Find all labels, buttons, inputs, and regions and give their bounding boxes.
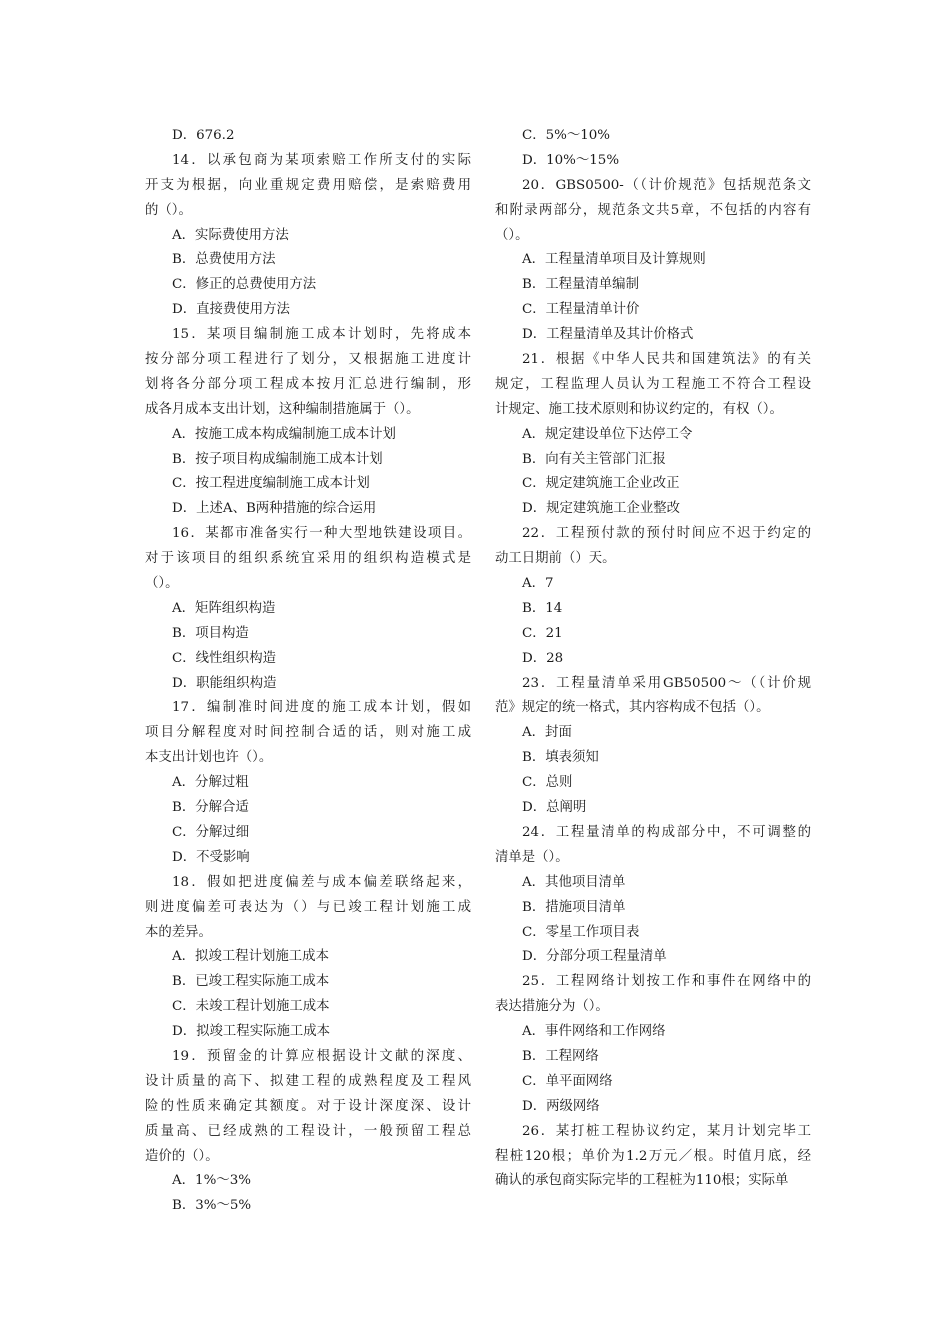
question-text-continued: 开支为根据，向业重规定费用赔偿，是索赔费用 — [145, 177, 471, 193]
question-text-continued: 本的差异。 — [145, 924, 212, 940]
option-text: C．修正的总费使用方法 — [172, 277, 317, 293]
right-column — [495, 124, 811, 1194]
question-text-continued: 成各月成本支出计划，这种编制措施属于（）。 — [145, 401, 420, 417]
answer-option — [495, 298, 811, 323]
answer-option — [145, 821, 471, 846]
question-text: 18．假如把进度偏差与成本偏差联络起来， — [172, 874, 471, 890]
option-text: B．填表须知 — [522, 750, 599, 766]
option-text: B．总费使用方法 — [172, 252, 276, 268]
answer-option — [495, 896, 811, 921]
option-text: C．按工程进度编制施工成本计划 — [172, 476, 370, 492]
option-text: B．工程网络 — [522, 1048, 599, 1064]
answer-option — [145, 970, 471, 995]
question-text: 14．以承包商为某项索赔工作所支付的实际 — [172, 152, 471, 168]
answer-option — [145, 597, 471, 622]
option-text: D．职能组织构造 — [172, 675, 277, 691]
question-text: 16．某都市准备实行一种大型地铁建设项目。 — [172, 526, 471, 542]
answer-option — [145, 846, 471, 871]
question-block — [495, 970, 811, 1020]
option-text: B．措施项目清单 — [522, 899, 626, 915]
answer-option — [145, 423, 471, 448]
answer-option — [495, 1070, 811, 1095]
option-text: D．两级网络 — [522, 1098, 600, 1114]
question-text-continued: 本支出计划也许（）。 — [145, 750, 273, 766]
answer-option — [495, 597, 811, 622]
option-text: A．1%～3% — [172, 1173, 251, 1189]
question-block — [495, 348, 811, 423]
answer-option — [495, 124, 811, 149]
option-text: B．3%～5% — [172, 1198, 252, 1214]
option-text: C．5%～10% — [522, 128, 611, 143]
question-block — [145, 522, 471, 597]
answer-option — [495, 771, 811, 796]
question-text-continued: 动工日期前（）天。 — [495, 551, 616, 567]
answer-option — [495, 1020, 811, 1045]
question-text: 15．某项目编制施工成本计划时，先将成本 — [172, 327, 471, 343]
question-text-continued: 造价的（）。 — [145, 1148, 219, 1164]
answer-option — [495, 921, 811, 946]
option-text: D．直接费使用方法 — [172, 302, 290, 318]
option-text: B．14 — [522, 600, 563, 616]
answer-option — [145, 298, 471, 323]
question-text-continued: 清单是（）。 — [495, 849, 569, 865]
option-text: A．按施工成本构成编制施工成本计划 — [172, 426, 396, 442]
option-text: B．向有关主管部门汇报 — [522, 451, 666, 467]
question-text-continued: 险的性质来确定其额度。对于设计深度深、设计 — [145, 1098, 471, 1114]
answer-option — [495, 472, 811, 497]
option-text: C．21 — [522, 625, 563, 641]
answer-option — [495, 323, 811, 348]
answer-option — [145, 1194, 471, 1219]
option-text: B．按子项目构成编制施工成本计划 — [172, 451, 383, 467]
option-text: D．总阐明 — [522, 800, 587, 816]
answer-option — [495, 871, 811, 896]
option-text: D．拟竣工程实际施工成本 — [172, 1024, 331, 1040]
question-text-continued: 则进度偏差可表达为（）与已竣工程计划施工成 — [145, 899, 471, 915]
question-block — [495, 672, 811, 722]
question-block — [495, 522, 811, 572]
option-text: D．规定建筑施工企业整改 — [522, 501, 681, 517]
option-text: A．封面 — [522, 725, 572, 741]
option-text: D．28 — [522, 650, 564, 666]
question-text-continued: 规定，工程监理人员认为工程施工不符合工程设 — [495, 376, 811, 392]
answer-option — [495, 448, 811, 473]
answer-option — [495, 746, 811, 771]
answer-option — [495, 248, 811, 273]
question-block — [145, 1045, 471, 1169]
answer-option — [495, 796, 811, 821]
option-text: A．拟竣工程计划施工成本 — [172, 949, 329, 965]
option-text: C．线性组织构造 — [172, 650, 276, 666]
answer-option — [145, 995, 471, 1020]
option-text: D．不受影响 — [172, 849, 250, 865]
option-text: B．分解合适 — [172, 800, 249, 816]
answer-option — [495, 945, 811, 970]
answer-option — [495, 1045, 811, 1070]
answer-option — [145, 248, 471, 273]
question-text-continued: 和附录两部分，规范条文共5章，不包括的内容有 — [495, 202, 811, 218]
answer-option — [145, 1020, 471, 1045]
question-block — [495, 1120, 811, 1195]
question-text: 25．工程网络计划按工作和事件在网络中的 — [522, 974, 811, 990]
option-text: B．工程量清单编制 — [522, 277, 639, 293]
answer-option — [145, 622, 471, 647]
question-text-continued: （）。 — [495, 227, 529, 243]
option-text: C．未竣工程计划施工成本 — [172, 999, 330, 1015]
option-text: D．上述A、B两种措施的综合运用 — [172, 501, 377, 517]
answer-option — [145, 672, 471, 697]
left-column — [145, 124, 471, 1219]
option-text: C．零星工作项目表 — [522, 924, 640, 940]
option-text: C．分解过细 — [172, 824, 250, 840]
answer-option — [145, 796, 471, 821]
option-text: A．分解过粗 — [172, 775, 249, 791]
option-text: B．已竣工程实际施工成本 — [172, 974, 330, 990]
question-text-continued: 对于该项目的组织系统宜采用的组织构造模式是 — [145, 551, 471, 567]
question-text: 20．GBS0500-（（计价规范》包括规范条文 — [522, 177, 811, 193]
question-text-continued: 表达措施分为（）。 — [495, 999, 609, 1015]
answer-option — [145, 124, 471, 149]
answer-option — [495, 149, 811, 174]
answer-option — [145, 1169, 471, 1194]
option-text: A．矩阵组织构造 — [172, 600, 276, 616]
option-text: C．规定建筑施工企业改正 — [522, 476, 680, 492]
question-text-continued: 划将各分部分项工程成本按月汇总进行编制，形 — [145, 376, 471, 392]
answer-option — [495, 622, 811, 647]
question-text: 17．编制准时间进度的施工成本计划，假如 — [172, 700, 471, 716]
question-text-continued: 计规定、施工技术原则和协议约定的，有权（）。 — [495, 401, 783, 417]
question-block — [145, 149, 471, 224]
option-text: C．单平面网络 — [522, 1073, 613, 1089]
answer-option — [145, 771, 471, 796]
answer-option — [495, 497, 811, 522]
question-text-continued: 项目分解程度对时间控制合适的话，则对施工成 — [145, 725, 471, 741]
answer-option — [145, 273, 471, 298]
answer-option — [495, 572, 811, 597]
question-text-continued: 设计质量的高下、拟建工程的成熟程度及工程风 — [145, 1073, 471, 1089]
question-text-continued: （）。 — [145, 576, 179, 592]
question-text-continued: 按分部分项工程进行了划分，又根据施工进度计 — [145, 352, 471, 368]
question-block — [495, 174, 811, 249]
question-text: 22．工程预付款的预付时间应不迟于约定的 — [522, 526, 811, 542]
question-text-continued: 的（）。 — [145, 202, 192, 218]
question-text-continued: 程桩120根；单价为1.2万元／根。时值月底，经 — [495, 1148, 811, 1164]
question-text-continued: 质量高、已经成熟的工程设计，一般预留工程总 — [145, 1123, 471, 1139]
answer-option — [145, 224, 471, 249]
question-text-continued: 确认的承包商实际完毕的工程桩为110根；实际单 — [495, 1173, 789, 1189]
option-text: C．工程量清单计价 — [522, 302, 640, 318]
option-text: A．规定建设单位下达停工令 — [522, 426, 693, 442]
option-text: C．总则 — [522, 775, 573, 791]
question-block — [495, 821, 811, 871]
answer-option — [495, 1095, 811, 1120]
answer-option — [495, 647, 811, 672]
option-text: D．676.2 — [172, 128, 235, 143]
question-text: 21．根据《中华人民共和国建筑法》的有关 — [522, 352, 811, 368]
option-text: A．实际费使用方法 — [172, 227, 289, 243]
option-text: D．10%～15% — [522, 152, 620, 168]
option-text: B．项目构造 — [172, 625, 249, 641]
answer-option — [495, 273, 811, 298]
option-text: A．其他项目清单 — [522, 874, 626, 890]
answer-option — [145, 945, 471, 970]
answer-option — [495, 721, 811, 746]
option-text: A．工程量清单项目及计算规则 — [522, 252, 706, 268]
answer-option — [145, 472, 471, 497]
option-text: A．7 — [522, 576, 554, 592]
question-text-continued: 范》规定的统一格式，其内容构成不包括（）。 — [495, 700, 770, 716]
question-text: 26．某打桩工程协议约定，某月计划完毕工 — [522, 1123, 811, 1139]
answer-option — [145, 647, 471, 672]
question-text: 23．工程量清单采用GB50500～（（计价规 — [522, 675, 811, 691]
question-block — [145, 696, 471, 771]
question-block — [145, 323, 471, 423]
answer-option — [145, 448, 471, 473]
question-block — [145, 871, 471, 946]
question-text: 19．预留金的计算应根据设计文献的深度、 — [172, 1048, 471, 1064]
option-text: A．事件网络和工作网络 — [522, 1024, 666, 1040]
question-text: 24．工程量清单的构成部分中，不可调整的 — [522, 824, 811, 840]
option-text: D．工程量清单及其计价格式 — [522, 327, 694, 343]
answer-option — [145, 497, 471, 522]
option-text: D．分部分项工程量清单 — [522, 949, 667, 965]
answer-option — [495, 423, 811, 448]
